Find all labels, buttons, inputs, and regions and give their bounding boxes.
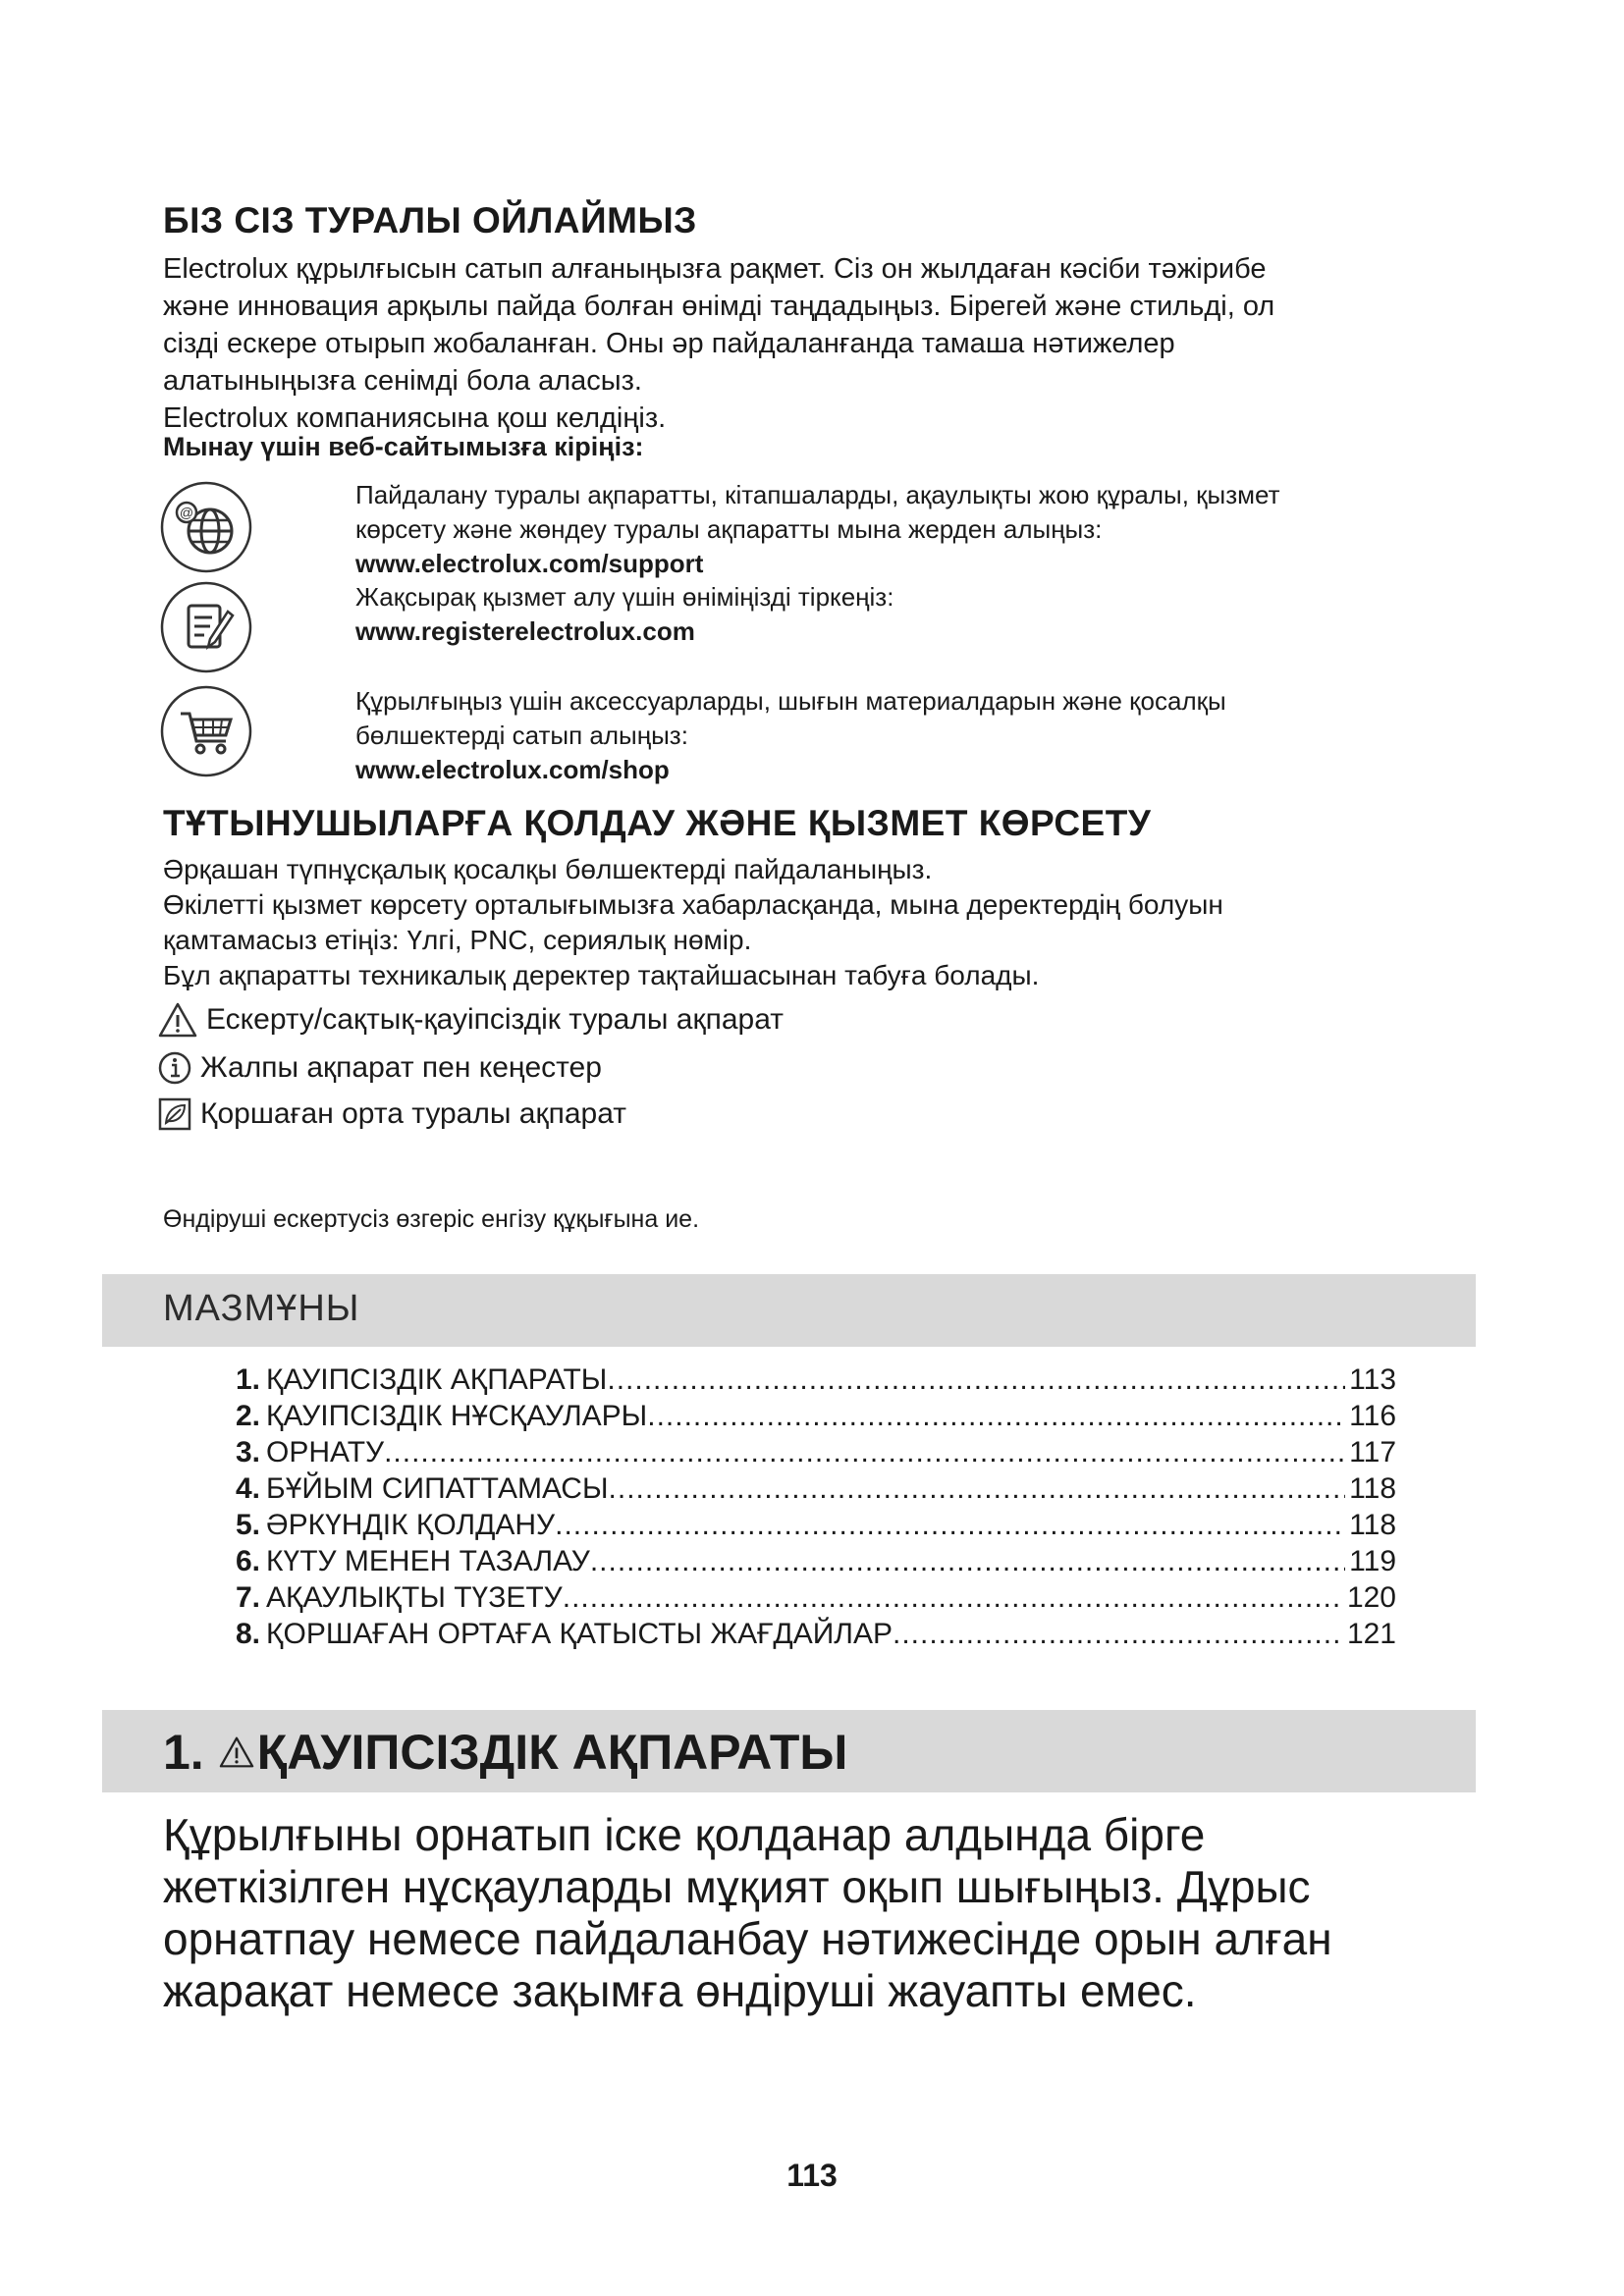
- toc-label: ОРНАТУ: [266, 1436, 385, 1468]
- support-title: ТҰТЫНУШЫЛАРҒА ҚОЛДАУ ЖӘНЕ ҚЫЗМЕТ КӨРСЕТУ: [163, 803, 1152, 843]
- toc-label: ҚАУІПСІЗДІК НҰСҚАУЛАРЫ: [266, 1400, 648, 1432]
- visit-label: Мынау үшін веб-сайтымызға кіріңіз:: [163, 432, 644, 461]
- link-description: Пайдалану туралы ақпаратты, кітапшаларды, ақаулықты жою құралы, қызмет: [355, 480, 1280, 509]
- toc-entry[interactable]: [236, 1616, 1396, 1652]
- warning-icon: [157, 1001, 198, 1039]
- toc-entry[interactable]: [236, 1398, 1396, 1434]
- toc-leader: [609, 1470, 1346, 1507]
- toc-leader: [563, 1579, 1343, 1616]
- section-line: Құрылғыны орнатып іске қолданар алдында бірге: [163, 1809, 1206, 1860]
- toc-number: 2.: [236, 1400, 261, 1432]
- toc-entry[interactable]: [236, 1579, 1396, 1616]
- toc-label: АҚАУЛЫҚТЫ ТҮЗЕТУ: [266, 1581, 563, 1614]
- toc-label: КҮТУ МЕНЕН ТАЗАЛАУ: [266, 1545, 590, 1577]
- toc-number: 6.: [236, 1545, 261, 1577]
- section-line: жеткізілген нұсқауларды мұқият оқып шығыңыз. Дұрыс: [163, 1861, 1311, 1912]
- svg-text:@: @: [179, 505, 194, 520]
- support-line: Бұл ақпаратты техникалық деректер тақтайшасынан табуға болады.: [163, 960, 1040, 990]
- legend-warning: [157, 1001, 784, 1039]
- warning-icon: [218, 1735, 255, 1769]
- toc-label: ҚОРШАҒАН ОРТАҒА ҚАТЫСТЫ ЖАҒДАЙЛАР: [266, 1618, 893, 1650]
- toc-page: 117: [1349, 1436, 1396, 1468]
- section-title: [163, 1724, 847, 1781]
- section-title-text: ҚАУІПСІЗДІК АҚПАРАТЫ: [256, 1725, 848, 1780]
- support-line: қамтамасыз етіңіз: Үлгі, PNC, сериялық нөмір.: [163, 925, 752, 955]
- toc-number: 4.: [236, 1472, 261, 1505]
- section-line: жарақат немесе зақымға өндіруші жауапты емес.: [163, 1965, 1197, 2016]
- toc-leader: [590, 1543, 1345, 1579]
- toc-leader: [647, 1398, 1345, 1434]
- support-link-block: [355, 478, 1280, 581]
- legend-text: Ескерту/сақтық-қауіпсіздік туралы ақпарат: [206, 1003, 784, 1036]
- section-paragraph: [163, 1809, 1332, 2017]
- link-description: көрсету және жөндеу туралы ақпаратты мына жерден алыңыз:: [355, 514, 1103, 544]
- legend-text: Жалпы ақпарат пен кеңестер: [200, 1051, 602, 1084]
- toc-page: 120: [1346, 1581, 1396, 1614]
- toc-entry[interactable]: [236, 1434, 1396, 1470]
- about-line: алатыныңызға сенімді бола аласыз.: [163, 365, 642, 397]
- toc-entry[interactable]: [236, 1470, 1396, 1507]
- manufacturer-note: Өндіруші ескертусіз өзгеріс енгізу құқығына ие.: [163, 1205, 700, 1233]
- table-of-contents: [236, 1362, 1396, 1652]
- toc-leader: [555, 1507, 1345, 1543]
- toc-page: 118: [1349, 1472, 1396, 1505]
- link-description: бөлшектерді сатып алыңыз:: [355, 721, 688, 750]
- toc-page: 113: [1349, 1363, 1396, 1396]
- leaf-icon: [157, 1096, 192, 1132]
- page-number: 113: [786, 2158, 838, 2193]
- shop-url-link[interactable]: www.electrolux.com/shop: [355, 755, 670, 784]
- section-header-bar: [102, 1710, 1476, 1792]
- toc-number: 3.: [236, 1436, 261, 1468]
- about-line: Electrolux компаниясына қош келдіңіз.: [163, 402, 667, 434]
- toc-entry[interactable]: [236, 1543, 1396, 1579]
- toc-number: 1.: [236, 1363, 261, 1396]
- toc-page: 118: [1349, 1509, 1396, 1541]
- legend-text: Қоршаған орта туралы ақпарат: [200, 1097, 626, 1130]
- section-line: орнатпау немесе пайдаланбау нәтижесінде орын алған: [163, 1913, 1332, 1964]
- toc-page: 119: [1349, 1545, 1396, 1577]
- support-url-link[interactable]: www.electrolux.com/support: [355, 549, 704, 578]
- toc-leader: [893, 1616, 1343, 1652]
- toc-page: 116: [1349, 1400, 1396, 1432]
- support-line: Әрқашан түпнұсқалық қосалқы бөлшектерді пайдаланыңыз.: [163, 854, 933, 884]
- toc-leader: [607, 1362, 1345, 1398]
- legend-info: [157, 1050, 602, 1086]
- toc-number: 7.: [236, 1581, 261, 1614]
- toc-label: БҰЙЫМ СИПАТТАМАСЫ: [266, 1472, 609, 1505]
- about-line: сізді ескере отырып жобаланған. Оны әр пайдаланғанда тамаша нәтижелер: [163, 328, 1175, 359]
- toc-header-bar: [102, 1274, 1476, 1347]
- toc-title: МАЗМҰНЫ: [163, 1288, 360, 1329]
- register-url-link[interactable]: www.registerelectrolux.com: [355, 616, 695, 646]
- toc-entry[interactable]: [236, 1507, 1396, 1543]
- link-description: Жақсырақ қызмет алу үшін өніміңізді тіркеңіз:: [355, 582, 894, 612]
- about-line: және инновация арқылы пайда болған өнімді таңдадыңыз. Бірегей және стильді, ол: [163, 291, 1275, 322]
- toc-leader: [384, 1434, 1345, 1470]
- shopping-cart-icon: [159, 684, 253, 778]
- info-icon: [157, 1050, 192, 1086]
- register-form-icon: [159, 580, 253, 674]
- support-paragraph: [163, 852, 1223, 993]
- support-line: Өкілетті қызмет көрсету орталығымызға хабарласқанда, мына деректердің болуын: [163, 889, 1223, 920]
- section-number: 1.: [163, 1725, 204, 1780]
- link-description: Құрылғыңыз үшін аксессуарларды, шығын материалдарын және қосалқы: [355, 686, 1226, 716]
- register-link-block: [355, 580, 893, 649]
- globe-icon: [159, 480, 253, 574]
- toc-label: ҚАУІПСІЗДІК АҚПАРАТЫ: [266, 1363, 608, 1396]
- toc-label: ӘРКҮНДІК ҚОЛДАНУ: [266, 1509, 556, 1541]
- about-paragraph: [163, 250, 1274, 437]
- about-line: Electrolux құрылғысын сатып алғаныңызға рақмет. Сіз он жылдаған кәсіби тәжірибе: [163, 253, 1267, 285]
- toc-page: 121: [1346, 1618, 1396, 1650]
- shop-link-block: [355, 684, 1226, 787]
- toc-number: 8.: [236, 1618, 261, 1650]
- toc-number: 5.: [236, 1509, 261, 1541]
- about-title: БІЗ СІЗ ТУРАЛЫ ОЙЛАЙМЫЗ: [163, 200, 697, 240]
- legend-environment: [157, 1096, 626, 1132]
- toc-entry[interactable]: [236, 1362, 1396, 1398]
